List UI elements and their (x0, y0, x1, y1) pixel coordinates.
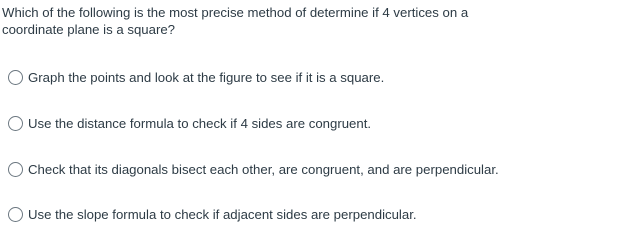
question-line-2: coordinate plane is a square? (2, 22, 176, 37)
answer-label[interactable]: Use the distance formula to check if 4 sides are congruent. (28, 115, 372, 131)
answer-label[interactable]: Check that its diagonals bisect each other, are congruent, and are perpendicular. (28, 161, 499, 177)
answer-label[interactable]: Use the slope formula to check if adjacent sides are perpendicular. (28, 206, 417, 222)
answer-option-1[interactable] (8, 67, 384, 87)
radio-button-icon[interactable] (8, 162, 23, 177)
answer-option-2[interactable] (8, 113, 371, 133)
answer-label[interactable]: Graph the points and look at the figure to see if it is a square. (28, 69, 385, 85)
answer-option-4[interactable] (8, 204, 417, 224)
radio-button-icon[interactable] (8, 207, 23, 222)
radio-button-icon[interactable] (8, 116, 23, 131)
question-line-1: Which of the following is the most precise method of determine if 4 vertices on a (2, 5, 469, 20)
radio-button-icon[interactable] (8, 70, 23, 85)
answer-option-3[interactable] (8, 159, 499, 179)
